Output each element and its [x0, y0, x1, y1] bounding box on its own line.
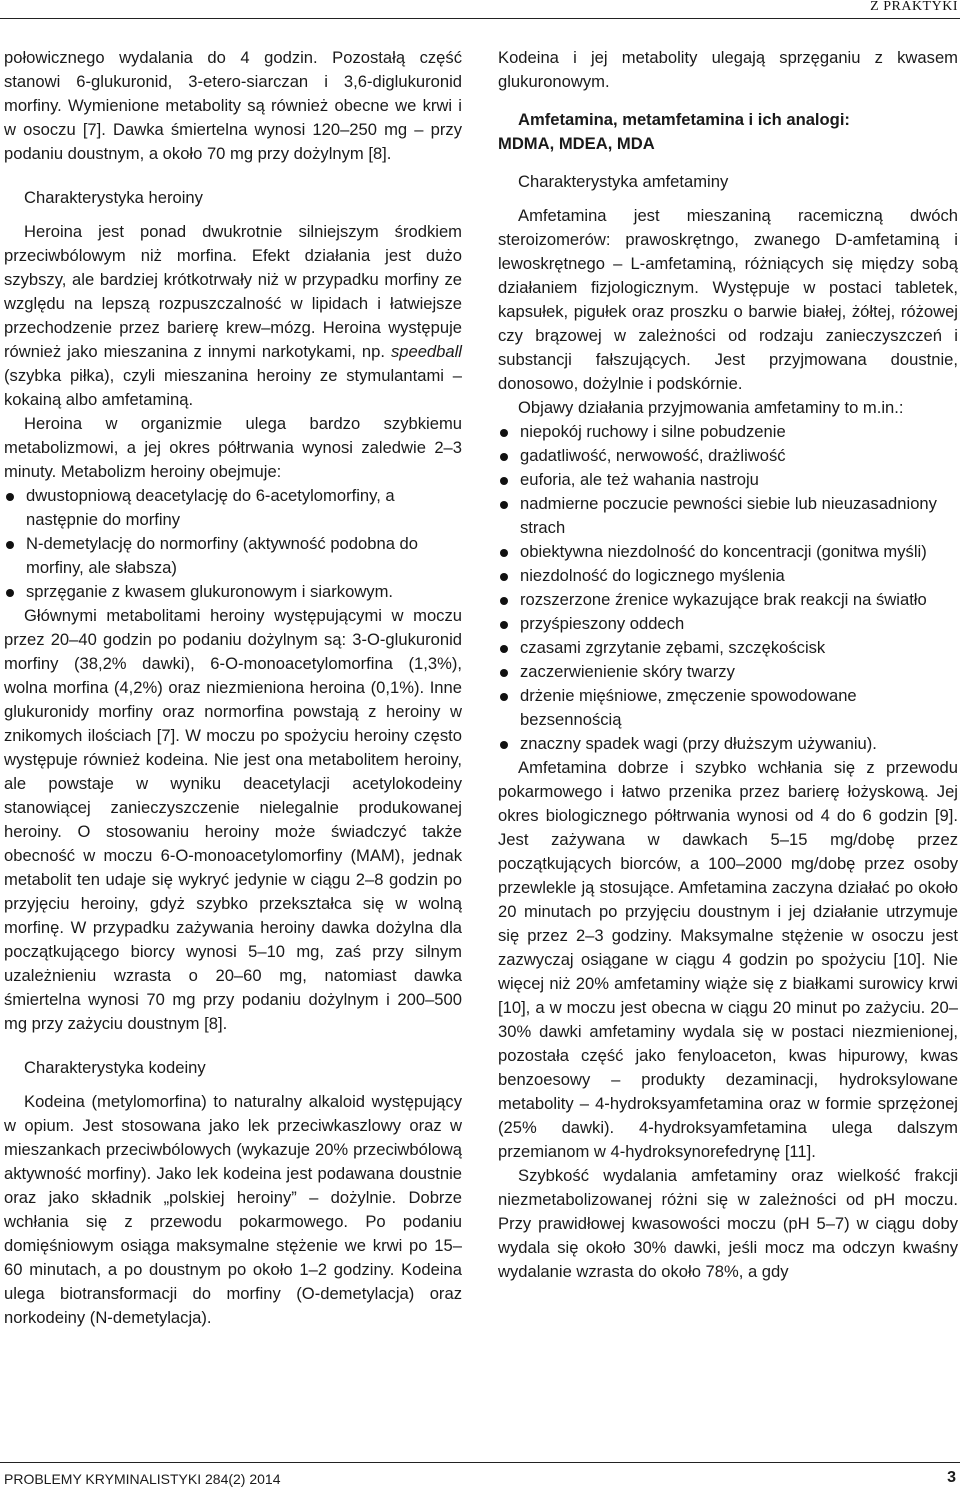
paragraph: Amfetamina dobrze i szybko wchłania się z przewodu pokarmowego i łatwo przenika przez barierę łożyskową. Jej okres biologicznego półtrwania wynosi od 4 do 6 godzin [9]. Jest zażywana w dawkach 5–15 mg/dobę przez początkujących biorców, a 100–2000 mg/dobę przez osoby przewlekle ją stosujące. Amfetamina zaczyna działać po około 20 minutach po przyjęciu doustnym i jej działanie utrzymuje się przez 2–3 godziny. Maksymalne stężenie w osoczu jest zazwyczaj osiągane w ciągu 4 godzin po spożyciu [10]. Nie więcej niż 20% amfetaminy wiąże się z białkami surowicy krwi [10], a w moczu jest obecna w ciągu 20 minut po zażyciu. 20–30% dawki amfetaminy wydala się w postaci niezmienionej, pozostała część jako fenyloaceton, kwas hipurowy, kwas benzoesowy – produkty dezaminacji, hydroksylowane metabolity – 4-hydroksyamfetamina oraz w formie sprzężonej (25% dawki). 4-hydroksyamfetamina ulega dalszym przemianom w 4-hydroksynorefedrynę [11]. [498, 758, 958, 1161]
list-item: czasami zgrzytanie zębami, szczękościsk [498, 636, 958, 660]
right-column [498, 46, 958, 1284]
list-item: N-demetylację do normorfiny (aktywność podobna do morfiny, ale słabsza) [4, 532, 462, 580]
subheading-kodeina: Charakterystyka kodeiny [24, 1058, 206, 1077]
text-run: Heroina jest ponad dwukrotnie silniejszym środkiem przeciwbólowym niż morfina. Efekt działania jest dużo szybszy, ale bardziej krótkotrwały niż w przypadku morfiny ze względu na lepszą rozpuszczalność w lipidach i łatwiejsze przechodzenie przez barierę krew–mózg. Heroina występuje również jako mieszanina z innymi narkotykami, np. [4, 222, 462, 361]
subheading-amfetamina: Charakterystyka amfetaminy [518, 172, 729, 191]
heading-line: Amfetamina, metamfetamina i ich analogi: [518, 110, 850, 129]
paragraph: Kodeina i jej metabolity ulegają sprzęganiu z kwasem glukuronowym. [498, 48, 958, 91]
page-footer [0, 1462, 960, 1491]
text-run: (szybka piłka), czyli mieszanina heroiny ze stymulantami – kokainą albo amfetaminą. [4, 366, 462, 409]
list-item: niezdolność do logicznego myślenia [498, 564, 958, 588]
paragraph: Heroina w organizmie ulega bardzo szybkiemu metabolizmowi, a jej okres półtrwania wynosi zaledwie 2–3 minuty. Metabolizm heroiny obejmuje: [4, 414, 462, 481]
paragraph: Amfetamina jest mieszaniną racemiczną dwóch steroizomerów: prawoskrętngo, zwanego D-amfetaminą i lewoskrętnego – L-amfetaminą, różniących się między sobą działaniem fizjologicznym. Występuje w postaci tabletek, kapsułek, pigułek oraz proszku o barwie białej, żółtej, różowej czy brązowej w zależności od rodzaju zanieczyszczeń i substancji fałszujących. Jest przyjmowana doustnie, donosowo, dożylnie i podskórnie. [498, 206, 958, 393]
metabolism-list [4, 484, 462, 604]
paragraph: Szybkość wydalania amfetaminy oraz wielkość frakcji niezmetabolizowanej różni się w zależności od pH moczu. Przy prawidłowej kwasowości moczu (pH 5–7) w ciągu doby wydala się około 30% dawki, jeśli mocz ma odczyn kwaśny wydalanie wzrasta do około 78%, a gdy [498, 1166, 958, 1281]
section-heading [498, 108, 958, 156]
paragraph [4, 220, 462, 412]
paragraph: Objawy działania przyjmowania amfetaminy to m.in.: [518, 398, 904, 417]
list-item: euforia, ale też wahania nastroju [498, 468, 958, 492]
header-rule [0, 18, 960, 19]
heading-line: MDMA, MDEA, MDA [498, 134, 655, 153]
list-item: przyśpieszony oddech [498, 612, 958, 636]
list-item: rozszerzone źrenice wykazujące brak reakcji na światło [498, 588, 958, 612]
page-number: 3 [947, 1469, 956, 1486]
paragraph: połowicznego wydalania do 4 godzin. Pozostałą część stanowi 6-glukuronid, 3-etero-siarczan i 3,6-diglukuronid morfiny. Wymienione metabolity są również obecne we krwi i w osoczu [7]. Dawka śmiertelna wynosi 120–250 mg – przy podaniu doustnym, a około 70 mg przy dożylnym [8]. [4, 48, 462, 163]
subheading-heroina: Charakterystyka heroiny [24, 188, 203, 207]
list-item: dwustopniową deacetylację do 6-acetylomorfiny, a następnie do morfiny [4, 484, 462, 532]
list-item: gadatliwość, nerwowość, drażliwość [498, 444, 958, 468]
section-label: Z PRAKTYKI [870, 0, 958, 14]
list-item: niepokój ruchowy i silne pobudzenie [498, 420, 958, 444]
journal-title: PROBLEMY KRYMINALISTYKI 284(2) 2014 [4, 1471, 281, 1487]
symptoms-list [498, 420, 958, 756]
list-item: sprzęganie z kwasem glukuronowym i siarkowym. [4, 580, 462, 604]
italic-term: speedball [390, 342, 462, 361]
list-item: nadmierne poczucie pewności siebie lub nieuzasadniony strach [498, 492, 958, 540]
paragraph: Kodeina (metylomorfina) to naturalny alkaloid występujący w opium. Jest stosowana jako lek przeciwkaszlowy oraz w mieszankach przeciwbólowych (wykazuje 20% przeciwbólową aktywność morfiny). Jako lek kodeina jest podawana doustnie oraz jako składnik „polskiej heroiny” – dożylnie. Dobrze wchłania się z przewodu pokarmowego. Po podaniu domięśniowym osiąga maksymalne stężenie we krwi po 15–60 minutach, a po doustnym po około 1–2 godziny. Kodeina ulega biotransformacji do morfiny (O-demetylacja) oraz norkodeiny (N-demetylacja). [4, 1092, 462, 1327]
list-item: znaczny spadek wagi (przy dłuższym używaniu). [498, 732, 958, 756]
left-column [4, 46, 462, 1330]
list-item: zaczerwienienie skóry twarzy [498, 660, 958, 684]
list-item: obiektywna niezdolność do koncentracji (gonitwa myśli) [498, 540, 958, 564]
list-item: drżenie mięśniowe, zmęczenie spowodowane bezsennością [498, 684, 958, 732]
paragraph: Głównymi metabolitami heroiny występującymi w moczu przez 20–40 godzin po podaniu dożylnym są: 3-O-glukuronid morfiny (38,2% dawki), 6-O-monoacetylomorfina (1,3%), wolna morfina (4,2%) oraz niezmieniona heroina (0,1%). Inne glukuronidy morfiny oraz normorfina powstają z heroiny w znikomych ilościach [7]. W moczu po spożyciu heroiny często występuje również kodeina. Nie jest ona metabolitem heroiny, ale powstaje w wyniku deacetylacji acetylokodeiny stanowiącej zanieczyszczenie nielegalnie produkowanej heroiny. O stosowaniu heroiny może świadczyć także obecność w moczu 6-O-monoacetylomorfiny (MAM), jednak metabolit ten udaje się wykryć jedynie w ciągu 2–8 godzin po przyjęciu heroiny, gdyż szybko przekształca się w wolną morfinę. W przypadku zażywania heroiny dawka dożylna dla początkującego biorcy wynosi 5–10 mg, zaś przy silnym uzależnieniu wzrasta o 20–60 mg, natomiast dawka śmiertelna wynosi 70 mg przy podaniu dożylnym i 200–500 mg przy zażyciu doustnym [8]. [4, 606, 462, 1033]
